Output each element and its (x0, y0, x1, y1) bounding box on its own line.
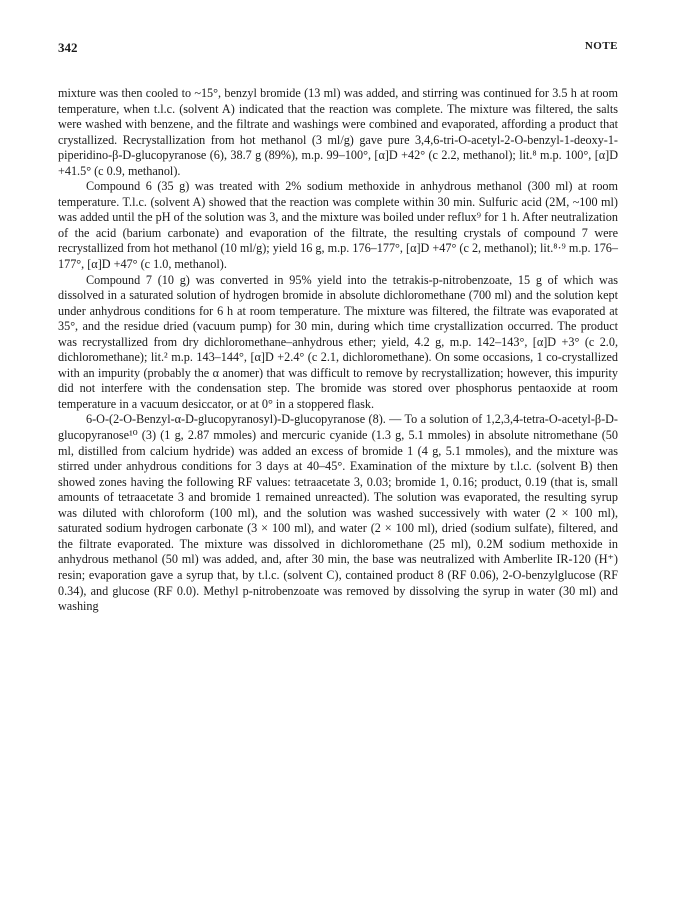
paragraph-bromide: Compound 7 (10 g) was converted in 95% yield into the tetrakis-p-nitrobenzoate, 15 g of which was dissolved in a saturated solution of hydrogen bromide in absolute dichloromethane (700 ml) and the solution kept under anhydrous conditions for 6 h at room temperature. The mixture was filtered, the filtrate was evaporated at 35°, and the residue dried (vacuum pump) for 30 min, during which time crystallization occurred. The product was recrystallized from dry dichloromethane–anhydrous ether; yield, 4.2 g, m.p. 142–143°, [α]D +3° (c 2.0, dichloromethane); lit.² m.p. 143–144°, [α]D +2.4° (c 2.1, dichloromethane). On some occasions, 1 co-crystallized with an impurity (probably the α anomer) that was difficult to remove by recrystallization; however, this impurity did not interfere with the condensation step. The bromide was stored over phosphorus pentaoxide at room temperature in a vacuum desiccator, or at 0° in a stoppered flask. (58, 272, 618, 411)
article-body (58, 86, 618, 615)
paragraph-continuation: mixture was then cooled to ~15°, benzyl bromide (13 ml) was added, and stirring was continued for 3.5 h at room temperature, when t.l.c. (solvent A) indicated that the reaction was complete. The mixture was filtered, the salts were washed with benzene, and the filtrate and washings were combined and evaporated, affording a product that crystallized. Recrystallization from hot methanol (3 ml/g) gave pure 3,4,6-tri-O-acetyl-2-O-benzyl-1-deoxy-1-piperidino-β-D-glucopyranose (6), 38.7 g (89%), m.p. 99–100°, [α]D +42° (c 2.2, methanol); lit.⁸ m.p. 100°, [α]D +41.5° (c 0.9, methanol). (58, 86, 618, 178)
running-title: NOTE (584, 40, 618, 52)
paragraph-disaccharide-synthesis: 6-O-(2-O-Benzyl-α-D-glucopyranosyl)-D-glucopyranose (8). — To a solution of 1,2,3,4-tetra-O-acetyl-β-D-glucopyranose¹⁰ (3) (1 g, 2.87 mmoles) and mercuric cyanide (1.3 g, 5.1 mmoles) in absolute nitromethane (50 ml, distilled from calcium hydride) was added an excess of bromide 1 (4 g, 5.1 mmoles), and the mixture was stirred under anhydrous conditions for 3 days at 40–45°. Examination of the mixture by t.l.c. (solvent B) then showed zones having the following RF values: tetraacetate 3, 0.03; bromide 1, 0.16; product, 0.19 (that is, small amounts of tetraacetate 3 and bromide 1 remained unreacted). The solution was evaporated, the resulting syrup was diluted with chloroform (100 ml), and the solution was washed successively with water (2 × 100 ml), saturated sodium hydrogen carbonate (3 × 100 ml), and water (2 × 100 ml), dried (sodium sulfate), filtered, and the filtrate evaporated. The mixture was dissolved in dichloromethane (25 ml), 0.2M sodium methoxide in anhydrous methanol (50 ml) was added, and, after 30 min, the base was neutralized with Amberlite IR-120 (H⁺) resin; evaporation gave a syrup that, by t.l.c. (solvent C), contained product 8 (RF 0.06), 2-O-benzylglucose (RF 0.34), and glucose (RF 0.0). Methyl p-nitrobenzoate was removed by dissolving the syrup in water (30 ml) and washing (58, 412, 618, 614)
page-number: 342 (58, 40, 78, 55)
running-header (58, 40, 618, 56)
paragraph-compound-7: Compound 6 (35 g) was treated with 2% sodium methoxide in anhydrous methanol (300 ml) at room temperature. T.l.c. (solvent A) showed that the reaction was complete within 30 min. Sulfuric acid (2M, ~100 ml) was added until the pH of the solution was 3, and the mixture was boiled under reflux⁹ for 1 h. After neutralization of the acid (barium carbonate) and evaporation of the filtrate, the resulting crystals of compound 7 were recrystallized from hot methanol (10 ml/g); yield 16 g, m.p. 176–177°, [α]D +47° (c 2, methanol); lit.⁸·⁹ m.p. 176–177°, [α]D +47° (c 1.0, methanol). (58, 179, 618, 272)
